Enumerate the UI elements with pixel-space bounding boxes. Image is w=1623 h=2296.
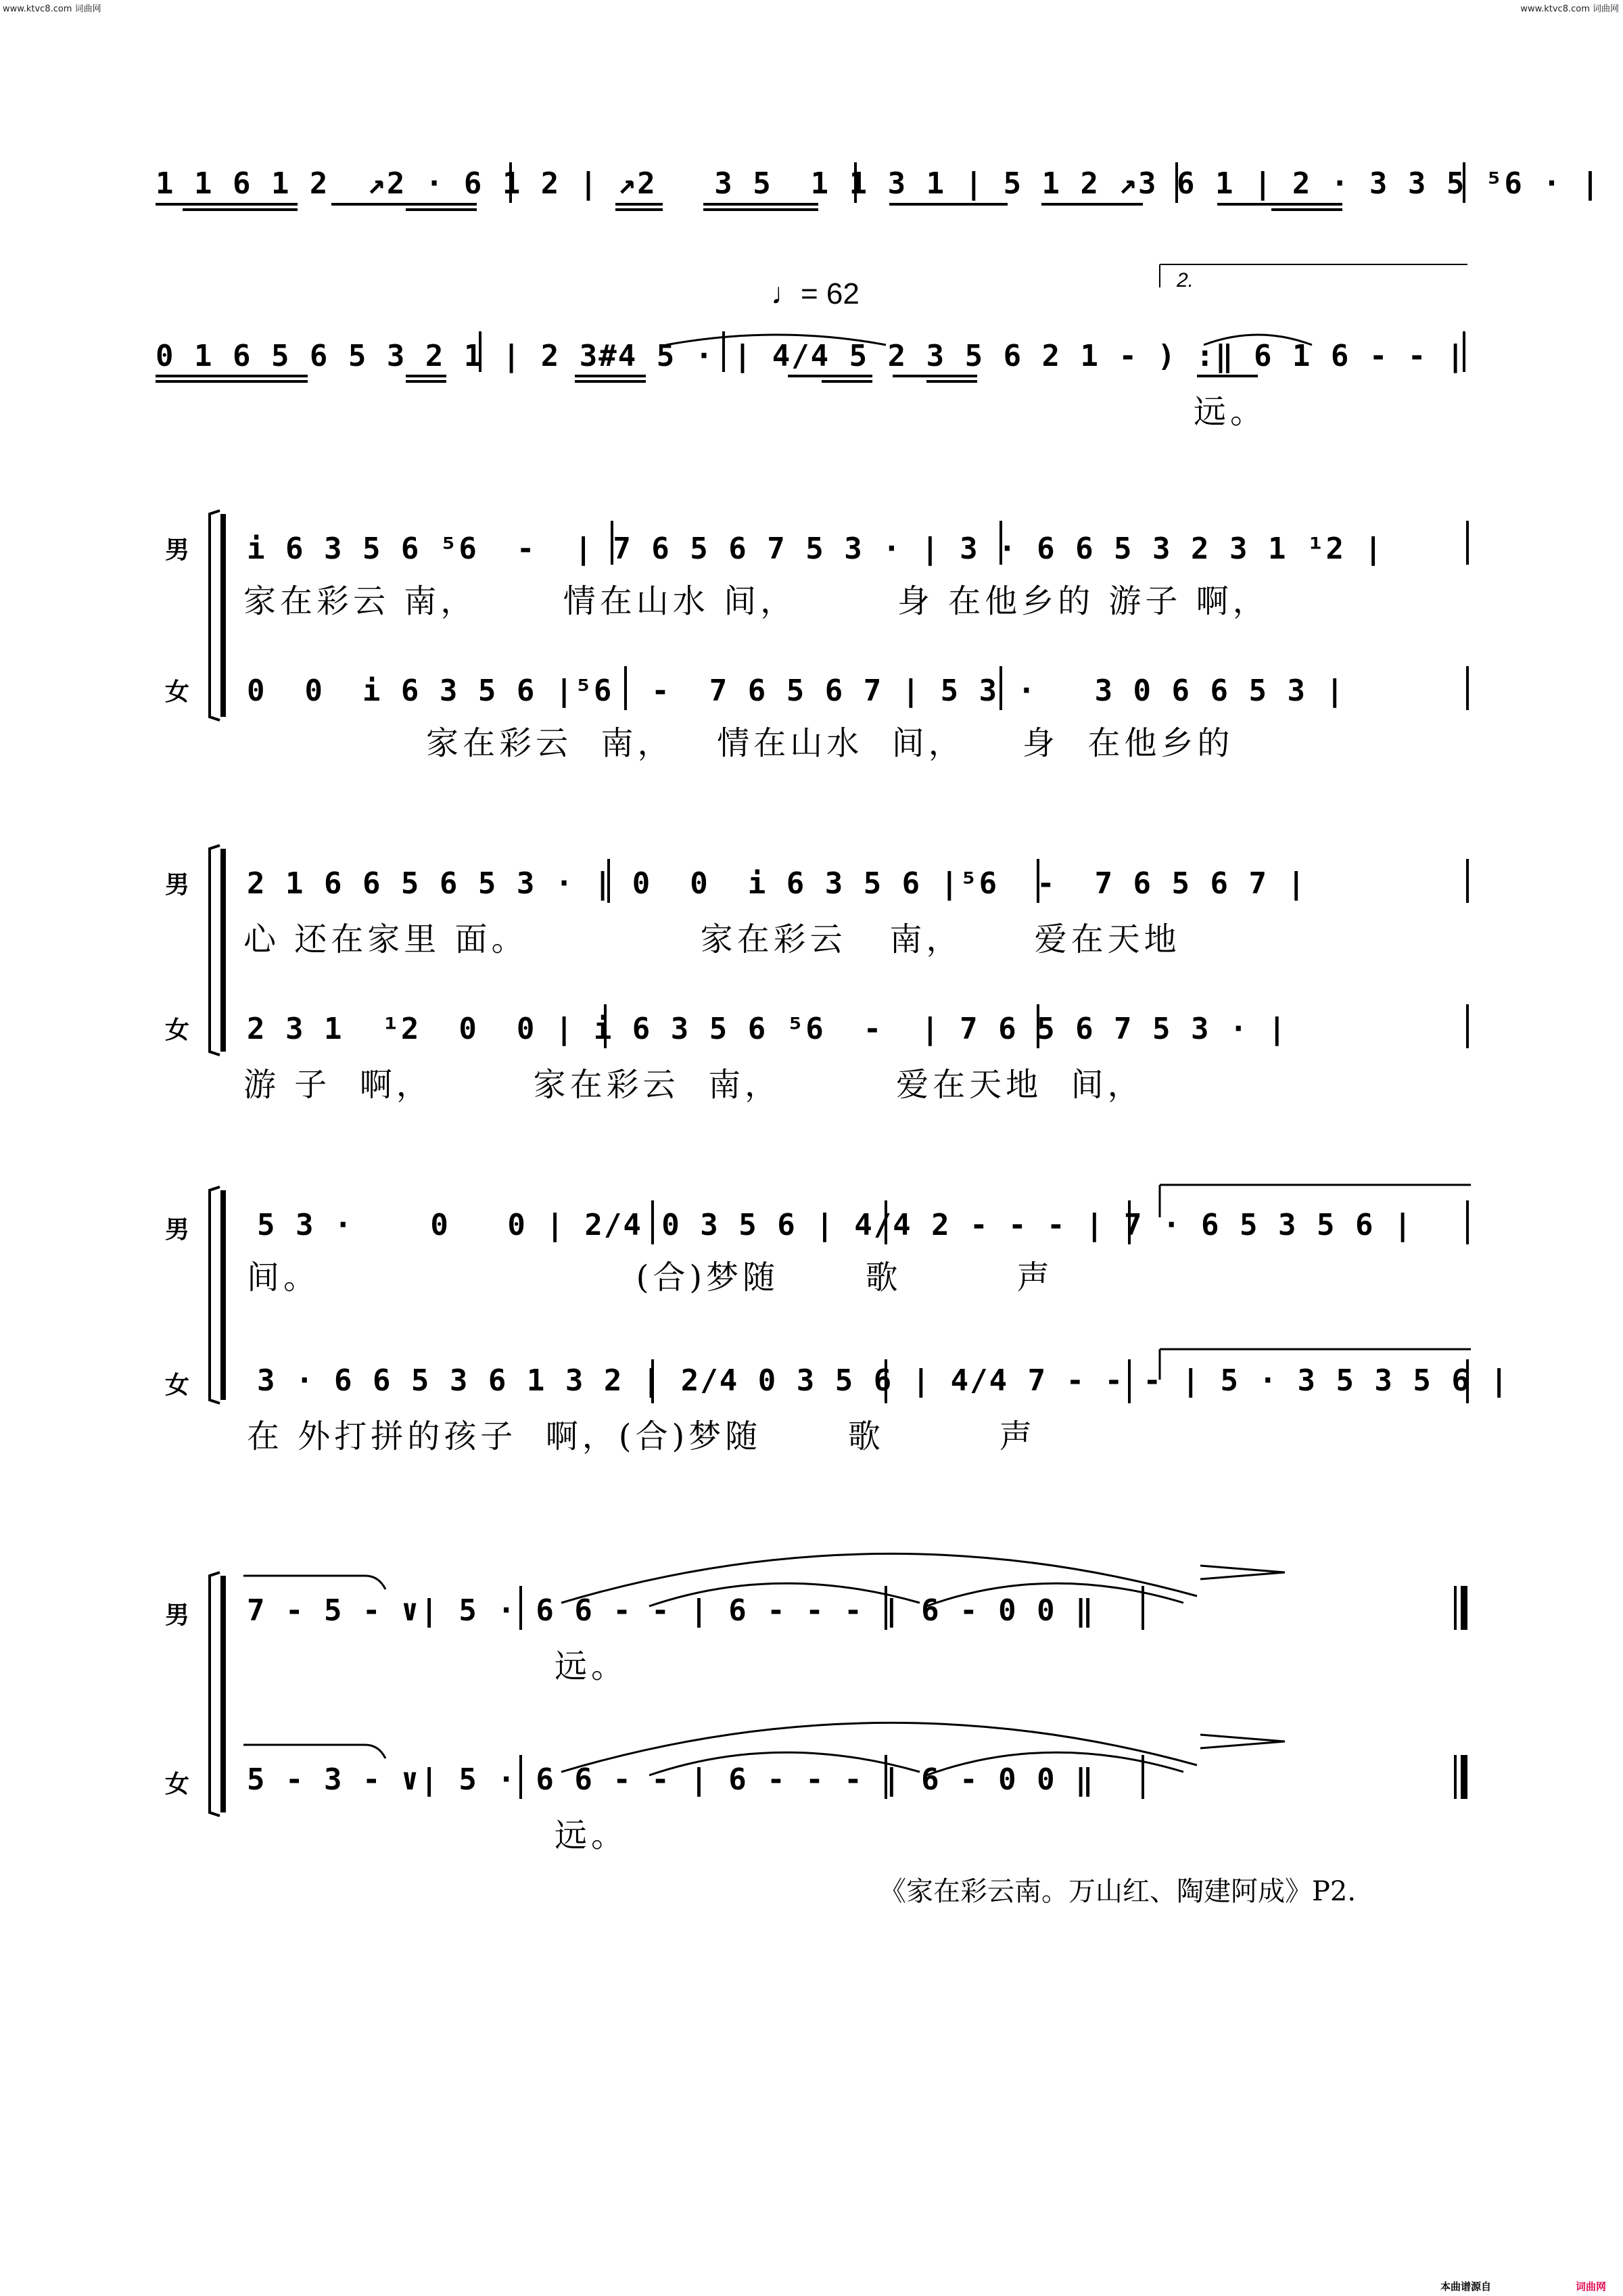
- system3-male-notes: 5 3 · 0 0 | 2/4 0 3 5 6 | 4/4 2 - - - | 7 · 6 5 3 5 6 |: [257, 1208, 1413, 1242]
- system1-male-lyric: 家在彩云 南， 情在山水 间， 身 在他乡的 游子 啊，: [243, 582, 1269, 620]
- system4-female-lyric: 远。: [555, 1817, 628, 1854]
- male-label-1: 男: [165, 536, 190, 564]
- female-label-2: 女: [165, 1016, 190, 1044]
- system1-male-notes: i 6 3 5 6 ⁵6 - | 7 6 5 6 7 5 3 · | 3 · 6 6 5 3 2 3 1 ¹2 |: [247, 532, 1384, 566]
- system4-male-notes: 7 - 5 - ∨| 5 · 6 6 - - | 6 - - - | 6 - 0 0 ‖: [247, 1593, 1095, 1628]
- tempo-marking: ♩= 62: [771, 277, 860, 310]
- system2-female-notes: 2 3 1 ¹2 0 0 | i 6 3 5 6 ⁵6 - | 7 6 5 6 7 5 3 · |: [247, 1012, 1288, 1046]
- system4-male-lyric: 远。: [555, 1647, 628, 1685]
- intro-lyric-end: 远。: [1194, 393, 1267, 431]
- male-label-3: 男: [165, 1215, 190, 1244]
- system3-female-notes: 3 · 6 6 5 3 6 1 3 2 | 2/4 0 3 5 6 | 4/4 7 - - - | 5 · 3 5 3 5 6 |: [257, 1363, 1509, 1398]
- volta-label: 2.: [1177, 269, 1194, 291]
- intro-line-2: 0 1 6 5 6 5 3 2 1 | 2 3#4 5 · | 4/4 5 2 3 5 6 2 1 - ) :‖ 6 1 6 - - |: [156, 339, 1466, 373]
- footer-source-label: 本曲谱源自: [1440, 2280, 1492, 2293]
- score-caption: 《家在彩云南。万山红、陶建阿成》P2.: [879, 1876, 1357, 1907]
- system2-male-notes: 2 1 6 6 5 6 5 3 · | 0 0 i 6 3 5 6 |⁵6 - 7 6 5 6 7 |: [247, 866, 1307, 901]
- header-left-url: www.ktvc8.com 词曲网: [3, 4, 101, 14]
- header-right-url: www.ktvc8.com 词曲网: [1520, 4, 1619, 14]
- system2-female-lyric: 游 子 啊， 家在彩云 南， 爱在天地 间，: [243, 1066, 1144, 1104]
- system1-female-lyric: 家在彩云 南， 情在山水 间， 身 在他乡的: [426, 724, 1234, 762]
- system3-male-lyric: 间。 (合)梦随 歌 声: [247, 1259, 1054, 1296]
- female-label-4: 女: [165, 1770, 190, 1798]
- system3-female-lyric: 在 外打拼的孩子 啊，(合)梦随 歌 声: [247, 1418, 1036, 1455]
- male-label-4: 男: [165, 1601, 190, 1629]
- female-label-1: 女: [165, 678, 190, 706]
- intro-line-1: 1 1 6 1 2 ↗2 · 6 1 2 | ↗2 3 5 1 1 3 1 | 5 1 2 ↗3 6 1 | 2 · 3 3 5 ⁵6 · |: [156, 166, 1601, 201]
- female-label-3: 女: [165, 1371, 190, 1399]
- footer-site-label: 词曲网: [1576, 2280, 1607, 2293]
- system4-female-notes: 5 - 3 - ∨| 5 · 6 6 - - | 6 - - - | 6 - 0 0 ‖: [247, 1762, 1095, 1797]
- system1-female-notes: 0 0 i 6 3 5 6 |⁵6 - 7 6 5 6 7 | 5 3 · 3 0 6 6 5 3 |: [247, 674, 1345, 708]
- system2-male-lyric: 心 还在家里 面。 家在彩云 南， 爱在天地: [243, 920, 1181, 958]
- male-label-2: 男: [165, 870, 190, 899]
